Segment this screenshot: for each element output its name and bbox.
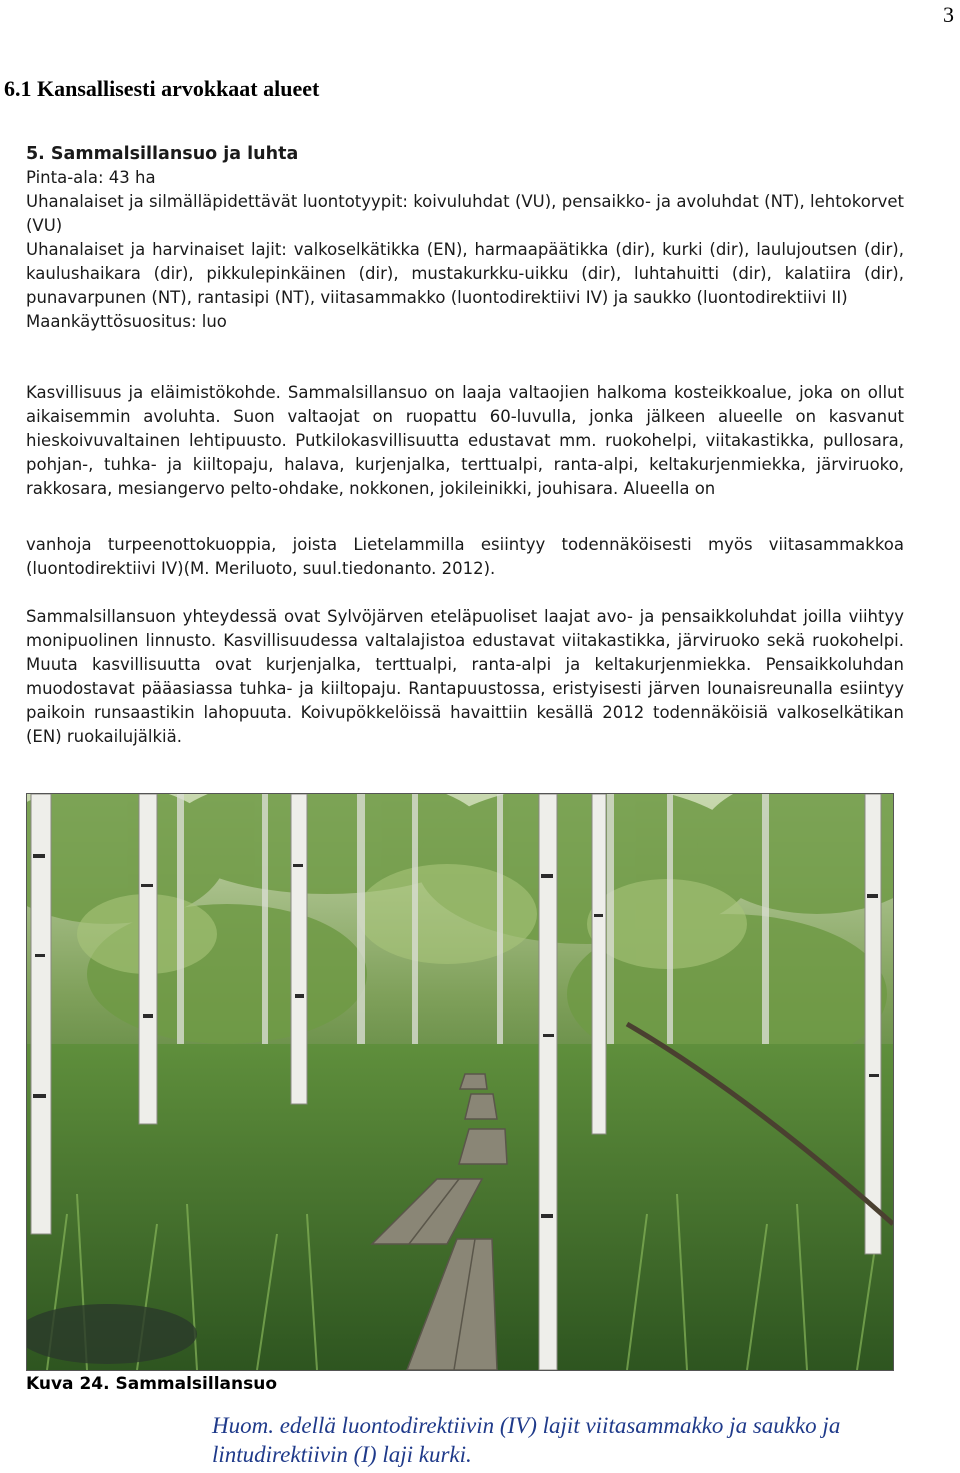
- note: Huom. edellä luontodirektiivin (IV) lajit viitasammakko ja saukko ja lintudirektiivin (I) laji kurki.: [212, 1413, 841, 1467]
- area-info: [26, 142, 904, 334]
- page-number: 3: [943, 2, 954, 27]
- habitat-types: Uhanalaiset ja silmälläpidettävät luontotyypit: koivuluhdat (VU), pensaikko- ja avoluhdat (NT), lehtokorvet (VU): [26, 192, 904, 235]
- forest-photo: [26, 793, 894, 1371]
- description-paragraph-3: Sammalsillansuon yhteydessä ovat Sylvöjärven eteläpuoliset laajat avo- ja pensaikkoluhdat joilla viihtyy monipuolinen linnusto. Kasvillisuudessa valtalajistoa edustavat viitakastikka, järviruoko sekä ruokohelpi. Muuta kasvillisuutta ovat kurjenjalka, terttualpi, ranta-alpi ja keltakurjenmiekka. Pensaikkoluhdan muodostavat pääasiassa tuhka- ja kiiltopaju. Rantapuustossa, eristyisesti järven lounaisreunalla esiintyy paikoin runsaastikin lahopuuta. Koivupökkelöissä havaittiin kesällä 2012 todennäköisiä valkoselkätikan (EN) ruokailujälkiä.: [26, 607, 904, 746]
- area-size: Pinta-ala: 43 ha: [26, 168, 156, 187]
- forest-photo-illustration: [27, 794, 893, 1370]
- area-title: 5. Sammalsillansuo ja luhta: [26, 144, 299, 164]
- description-paragraph-2: vanhoja turpeenottokuoppia, joista Lietelammilla esiintyy todennäköisesti myös viitasammakkoa (luontodirektiivi IV)(M. Meriluoto, suul.tiedonanto. 2012).: [26, 535, 904, 578]
- figure-caption: Kuva 24. Sammalsillansuo: [26, 1374, 277, 1394]
- land-use: Maankäyttösuositus: luo: [26, 312, 227, 331]
- description-paragraph-1: Kasvillisuus ja eläimistökohde. Sammalsillansuo on laaja valtaojien halkoma kosteikkoalue, joka on ollut aikaisemmin avoluhta. Suon valtaojat on ruopattu 60-luvulla, jonka jälkeen alueelle on kasvanut hieskoivuvaltainen lehtipuusto. Putkilokasvillisuutta edustavat mm. ruokohelpi, viitakastikka, pullosara, pohjan-, tuhka- ja kiiltopaju, halava, kurjenjalka, terttualpi, ranta-alpi, keltakurjenmiekka, järviruoko, rakkosara, mesiangervo pelto-ohdake, nokkonen, jokileinikki, jouhisara. Alueella on: [26, 383, 904, 498]
- species-list: Uhanalaiset ja harvinaiset lajit: valkoselkätikka (EN), harmaapäätikka (dir), kurki (dir), laulujoutsen (dir), kaulushaikara (dir), pikkulepinkäinen (dir), mustakurkku-uikku (dir), luhtahuitti (dir), kalatiira (dir), punavarpunen (NT), rantasipi (NT), viitasammakko (luontodirektiivi IV) ja saukko (luontodirektiivi II): [26, 240, 904, 307]
- section-heading: 6.1 Kansallisesti arvokkaat alueet: [4, 76, 320, 101]
